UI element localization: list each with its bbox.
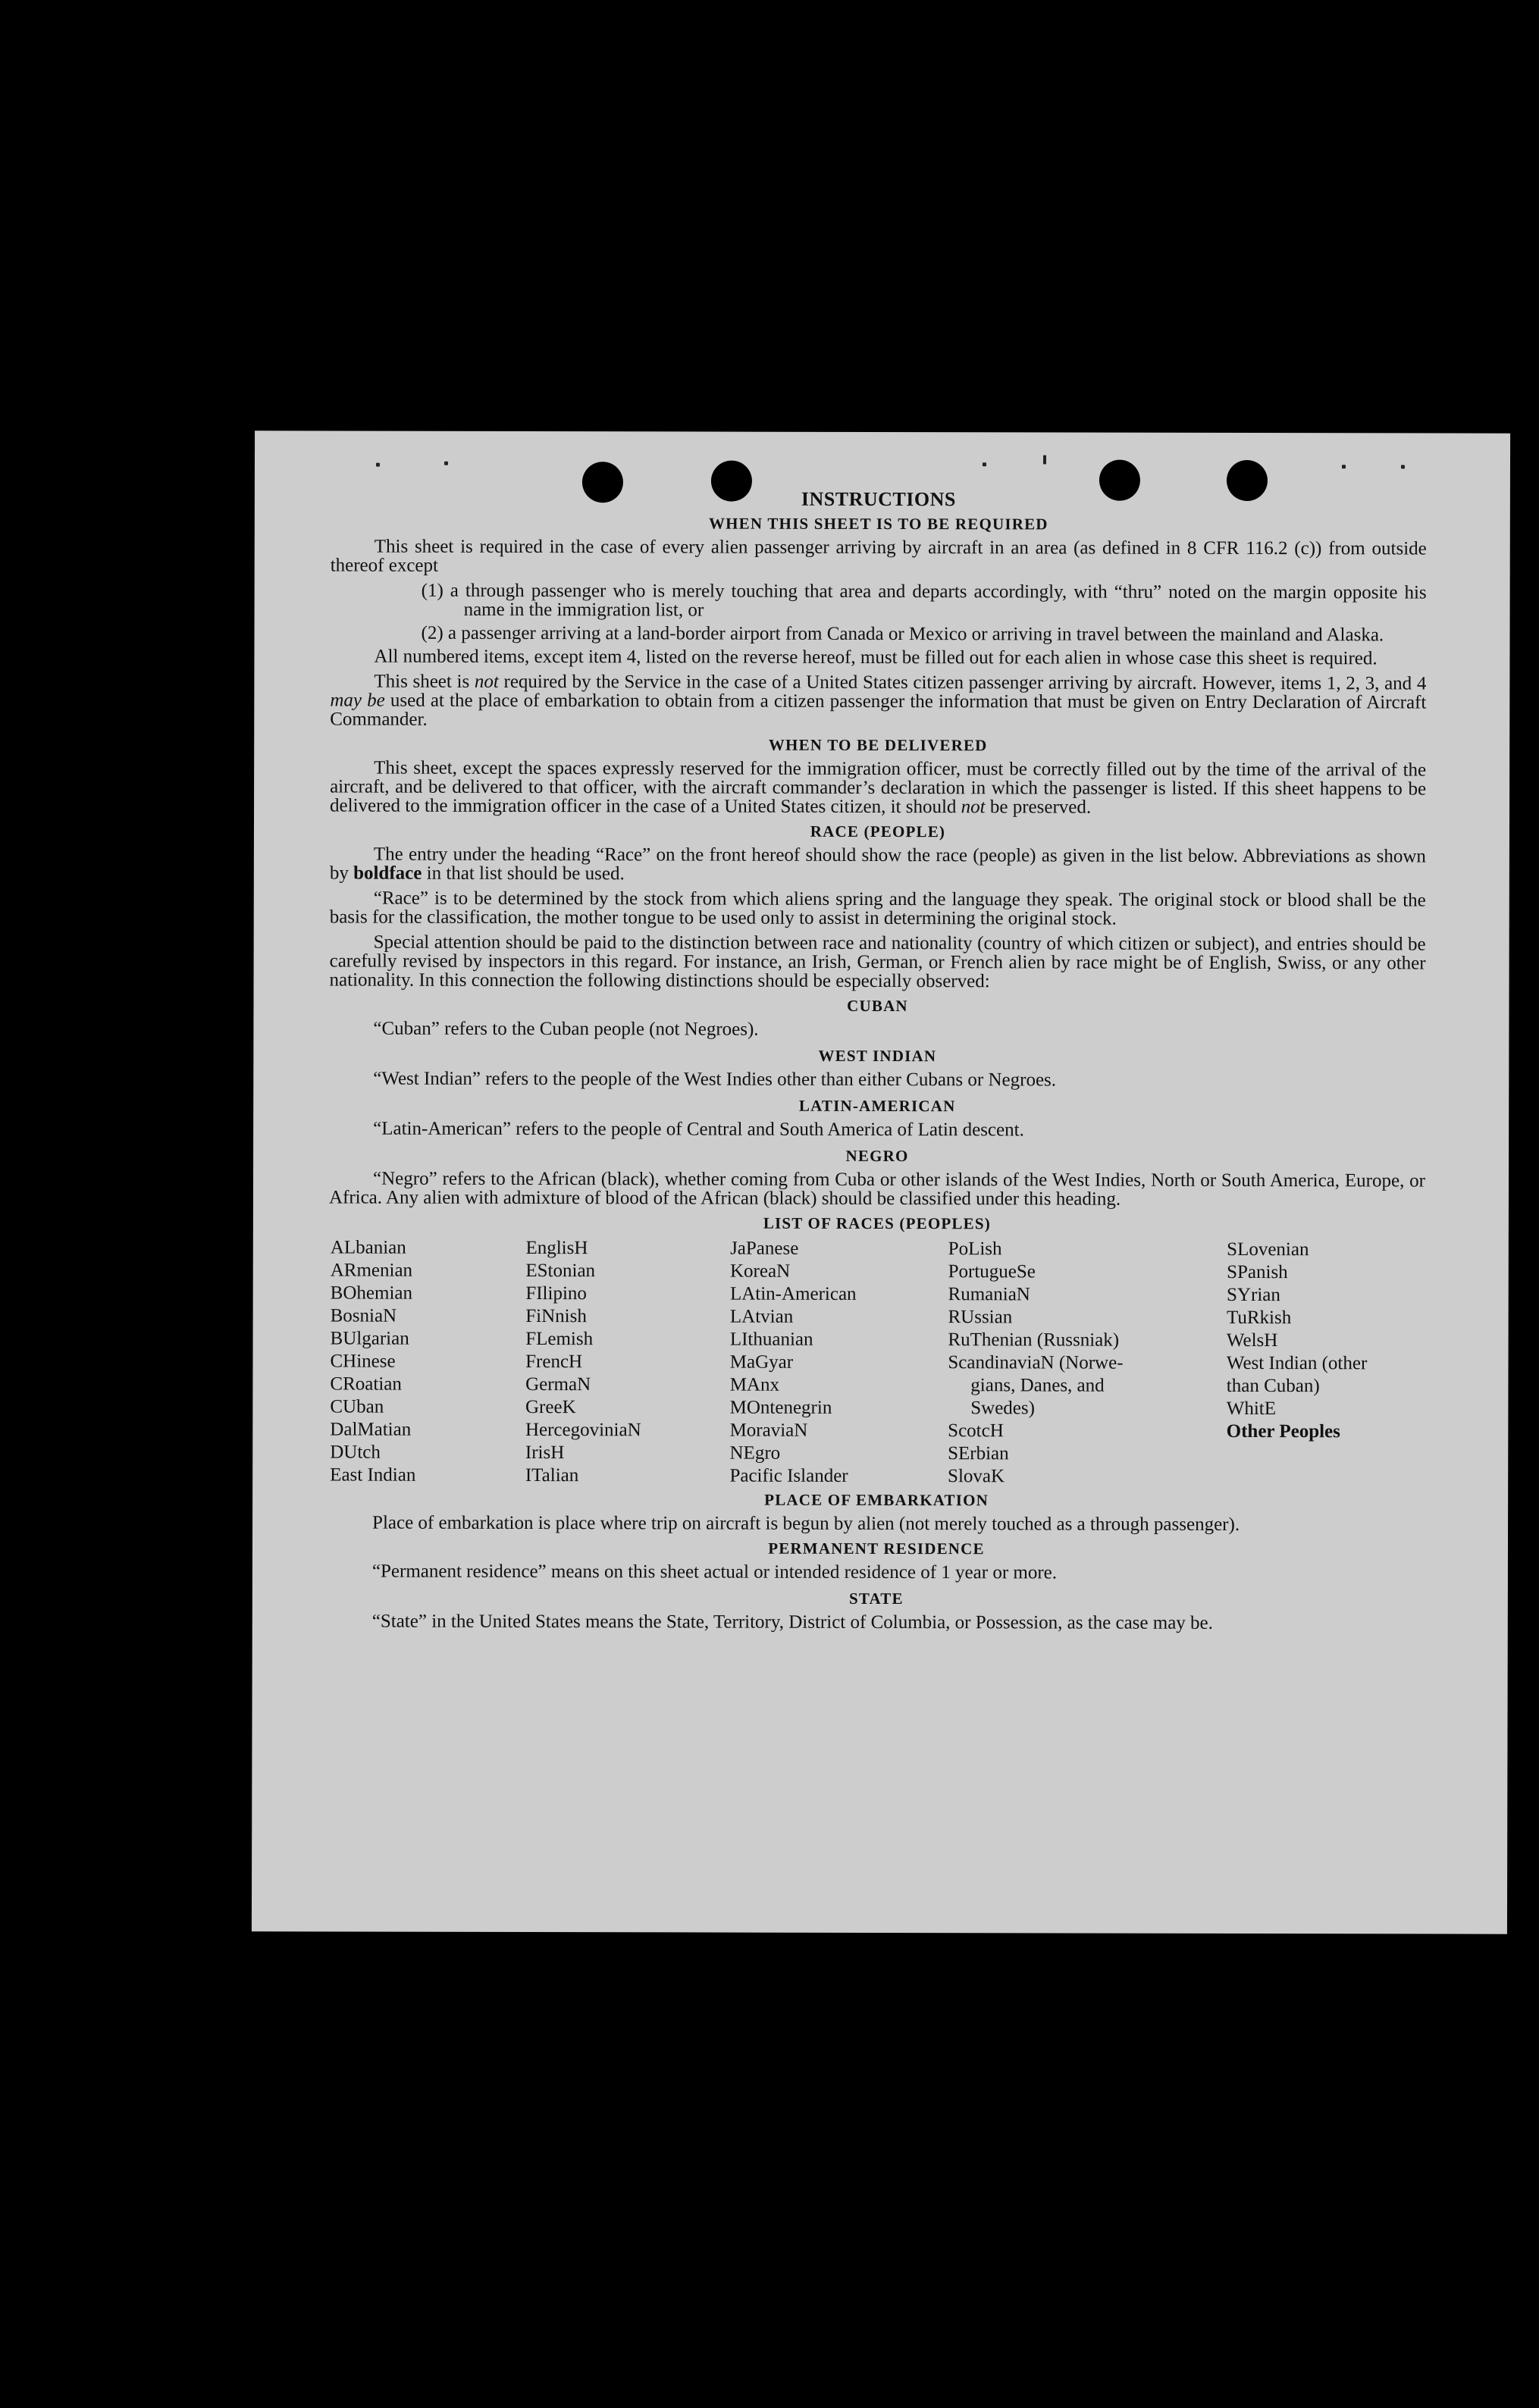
- race-column-5: [1227, 1238, 1425, 1489]
- race-item: ITalian: [525, 1465, 579, 1486]
- race-item: DalMatian: [330, 1419, 412, 1440]
- speck: [1401, 465, 1405, 468]
- citizen-text-b: required by the Service in the case of a United States citizen passenger arriving by aircraft. However, items 1, 2, 3, and 4: [498, 671, 1427, 694]
- race-item: FIlipino: [525, 1283, 587, 1304]
- race-item: BosniaN: [330, 1305, 397, 1326]
- race-item: RumaniaN: [948, 1284, 1030, 1305]
- race-item: SlovaK: [948, 1466, 1005, 1487]
- race-column-1: [330, 1236, 525, 1487]
- race-paragraph-1: [330, 844, 1426, 885]
- exception-item-2: (2) a passenger arriving at a land-border airport from Canada or Mexico or arriving in travel between the mainland and Alaska.: [421, 622, 1384, 646]
- citizen-text-a: This sheet is: [374, 671, 475, 692]
- citizen-text-not: not: [474, 671, 499, 692]
- speck: [983, 462, 986, 466]
- heading-race: RACE (PEOPLE): [810, 822, 946, 841]
- numbered-items-paragraph: All numbered items, except item 4, listed on the reverse hereof, must be filled out for each alien in whose case this sheet is required.: [374, 646, 1378, 669]
- race-item: MoraviaN: [729, 1420, 808, 1441]
- race-item: JaPanese: [730, 1238, 799, 1259]
- race-list: [330, 1236, 1425, 1489]
- race-item: ALbanian: [330, 1237, 406, 1258]
- race-item-continued: gians, Danes, and: [970, 1375, 1105, 1396]
- heading-west-indian: WEST INDIAN: [818, 1046, 937, 1066]
- race-item: FiNnish: [525, 1306, 587, 1327]
- embarkation-text: Place of embarkation is place where trip on aircraft is begun by alien (not merely touched as a through passenger).: [372, 1512, 1240, 1535]
- race-item: DUtch: [330, 1442, 381, 1463]
- required-intro: This sheet is required in the case of every alien passenger arriving by aircraft in an area (as defined in 8 CFR 116.2 (c)) from outside thereof except: [330, 536, 1427, 576]
- race-item: BUlgarian: [330, 1328, 409, 1349]
- page-title: INSTRUCTIONS: [801, 487, 956, 511]
- citizen-paragraph: [330, 672, 1426, 731]
- race-column-3: [729, 1238, 948, 1489]
- race-item: WelsH: [1226, 1329, 1278, 1351]
- race-item: FLemish: [525, 1329, 594, 1350]
- race-item: SPanish: [1227, 1261, 1288, 1283]
- race-item-other-peoples: Other Peoples: [1226, 1420, 1340, 1442]
- race-item: MOntenegrin: [729, 1397, 832, 1418]
- residence-text: “Permanent residence” means on this sheet actual or intended residence of 1 year or more.: [371, 1561, 1058, 1583]
- delivered-paragraph: [330, 758, 1426, 817]
- race-item: EStonian: [525, 1260, 596, 1282]
- heading-required: WHEN THIS SHEET IS TO BE REQUIRED: [708, 514, 1048, 534]
- race-item: LAtvian: [729, 1306, 794, 1327]
- race-paragraph-2: “Race” is to be determined by the stock from which aliens spring and the language they speak. The original stock or blood shall be the basis for the classification, the mother tongue to be used only to assist in determining the original stock.: [329, 888, 1426, 929]
- race-item: SYrian: [1227, 1284, 1280, 1306]
- race-item: ScandinaviaN (Norwe-: [948, 1352, 1124, 1373]
- race-item: PortugueSe: [948, 1261, 1036, 1282]
- race-item: CHinese: [330, 1351, 396, 1372]
- heading-list-of-races: LIST OF RACES (PEOPLES): [763, 1213, 991, 1233]
- race-text-bold: boldface: [353, 863, 422, 884]
- race-column-4: [948, 1238, 1227, 1489]
- race-text-a: The entry under the heading “Race” on the front hereof should show the race (people) as given in the list below. Abbreviations as shown by: [329, 844, 1426, 884]
- delivered-text-not: not: [961, 797, 986, 818]
- race-item: SErbian: [948, 1443, 1009, 1464]
- race-text-b: in that list should be used.: [422, 863, 625, 885]
- race-item: RuThenian (Russniak): [948, 1329, 1120, 1351]
- heading-embarkation: PLACE OF EMBARKATION: [764, 1490, 989, 1510]
- race-item: CRoatian: [330, 1373, 402, 1395]
- race-paragraph-3: Special attention should be paid to the distinction between race and nationality (country of which citizen or subject), and entries should be carefully revised by inspectors in this regard. For instance, an Irish, German, or French alien by race might be of English, Swiss, or any other nationality. In this connection the following distinctions should be especially observed:: [329, 932, 1426, 992]
- speck: [1043, 455, 1046, 464]
- race-item: Pacific Islander: [729, 1465, 848, 1486]
- race-item: TuRkish: [1226, 1307, 1292, 1329]
- cuban-text: “Cuban” refers to the Cuban people (not Negroes).: [373, 1018, 759, 1040]
- race-column-2: [525, 1237, 730, 1488]
- delivered-text-b: be preserved.: [985, 797, 1092, 818]
- instruction-sheet: [252, 431, 1510, 1934]
- race-item: LAtin-American: [729, 1283, 857, 1304]
- race-item: PoLish: [948, 1238, 1002, 1260]
- race-item: SLovenian: [1227, 1238, 1309, 1260]
- citizen-text-maybe: may be: [330, 690, 385, 711]
- race-item: GreeK: [525, 1397, 576, 1418]
- race-item: RUssian: [948, 1307, 1013, 1328]
- race-item: IrisH: [525, 1442, 565, 1464]
- state-text: “State” in the United States means the State, Territory, District of Columbia, or Possession, as the case may be.: [371, 1611, 1213, 1633]
- race-item: GermaN: [525, 1374, 591, 1395]
- speck: [376, 463, 380, 467]
- race-item: HercegoviniaN: [525, 1420, 641, 1441]
- heading-state: STATE: [848, 1589, 904, 1608]
- heading-cuban: CUBAN: [847, 996, 908, 1016]
- heading-latin-american: LATIN-AMERICAN: [798, 1096, 956, 1116]
- latin-american-text: “Latin-American” refers to the people of Central and South America of Latin descent.: [373, 1118, 1024, 1141]
- race-item: East Indian: [330, 1464, 416, 1486]
- race-item-continued: than Cuban): [1226, 1375, 1320, 1397]
- sheet-content: [328, 488, 1427, 1639]
- exception-item-1: (1) a through passenger who is merely touching that area and departs accordingly, with “thru” noted on the margin opposite his name in the immigration list, or: [421, 580, 1427, 621]
- race-item: MAnx: [729, 1374, 780, 1395]
- race-item: LIthuanian: [729, 1329, 813, 1350]
- race-item: NEgro: [729, 1442, 781, 1464]
- race-item: ARmenian: [330, 1260, 413, 1281]
- speck: [1342, 465, 1346, 468]
- west-indian-text: “West Indian” refers to the people of the West Indies other than either Cubans or Negroes.: [373, 1068, 1057, 1091]
- race-item: FrencH: [525, 1351, 583, 1373]
- race-item: EnglisH: [525, 1238, 588, 1259]
- race-item: WhitE: [1226, 1398, 1277, 1420]
- race-item-continued: Swedes): [970, 1398, 1035, 1419]
- race-item: BOhemian: [330, 1282, 413, 1304]
- heading-negro: NEGRO: [845, 1146, 909, 1166]
- race-item: ScotcH: [948, 1420, 1004, 1442]
- race-item: CUban: [330, 1396, 384, 1417]
- heading-residence: PERMANENT RESIDENCE: [768, 1539, 985, 1558]
- race-item: West Indian (other: [1226, 1352, 1368, 1374]
- race-item: KoreaN: [729, 1260, 791, 1282]
- speck: [444, 462, 448, 465]
- citizen-text-c: used at the place of embarkation to obtain from a citizen passenger the information that must be given on Entry Declaration of Aircraft Commander.: [330, 690, 1427, 730]
- race-item: MaGyar: [729, 1351, 794, 1373]
- negro-text: “Negro” refers to the African (black), whether coming from Cuba or other islands of the West Indies, North or South America, Europe, or Africa. Any alien with admixture of blood of the African (black) should be classified under this heading.: [328, 1168, 1426, 1210]
- delivered-text-a: This sheet, except the spaces expressly reserved for the immigration officer, must be correctly filled out by the time of the arrival of the aircraft, and be delivered to that officer, with the aircraft commander’s declaration in which the passenger is listed. If this sheet happens to be delivered to the immigration officer in the case of a United States citizen, it should: [330, 757, 1427, 818]
- heading-delivered: WHEN TO BE DELIVERED: [768, 735, 988, 755]
